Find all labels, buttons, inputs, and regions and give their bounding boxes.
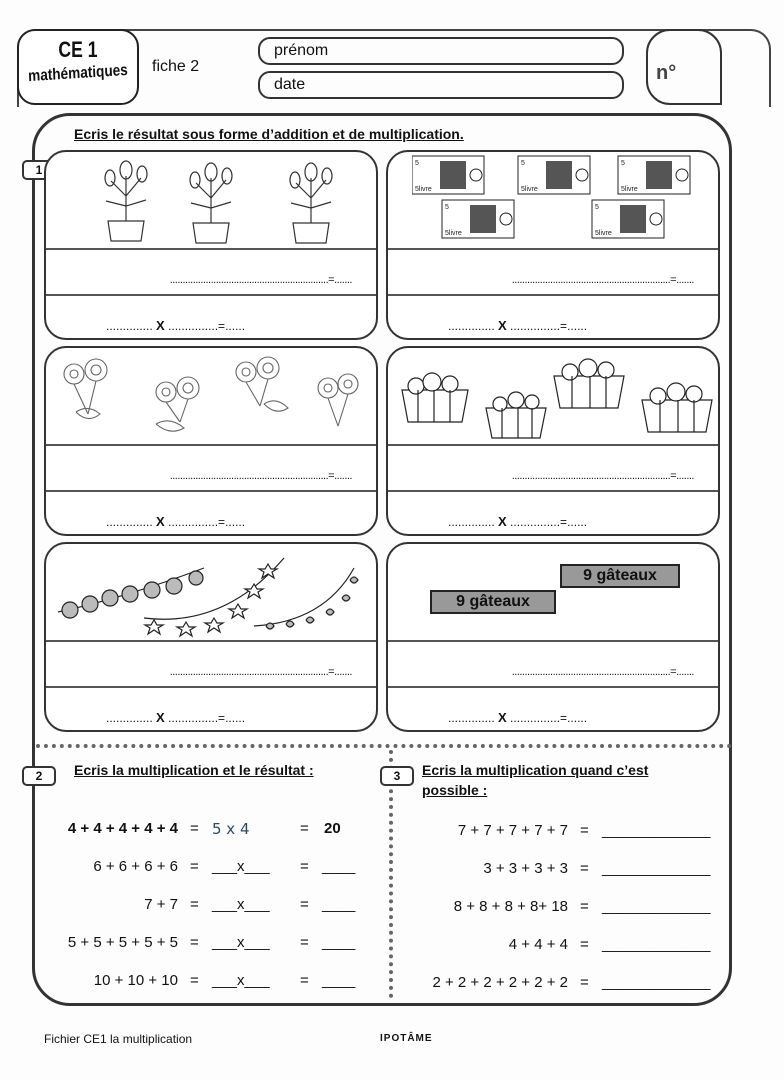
divider (46, 490, 376, 492)
multiplication-answer[interactable]: 5 x 4 (212, 820, 250, 838)
divider (46, 686, 376, 688)
divider (46, 640, 376, 642)
divider (388, 490, 718, 492)
multiplication-answer-line[interactable]: .............. X ...............=...... (448, 710, 588, 725)
section2-number: 2 (22, 766, 56, 786)
result-answer[interactable]: ____ (322, 858, 356, 875)
multiplication-answer-line[interactable]: .............. X ...............=...... (448, 514, 588, 529)
answer-blank[interactable]: _____________ (602, 974, 711, 991)
equals-sign: = (300, 820, 309, 837)
addition-answer-line[interactable]: ..............................................................=....... (511, 470, 694, 482)
result-answer[interactable]: 20 (324, 820, 341, 837)
equals-sign: = (300, 858, 309, 875)
divider (46, 248, 376, 250)
svg-text:5livre: 5livre (621, 186, 638, 193)
divider (46, 444, 376, 446)
svg-text:5: 5 (621, 160, 625, 167)
addition-answer-line[interactable]: ..............................................................=....... (169, 470, 352, 482)
equals-sign: = (190, 858, 199, 875)
level-badge (17, 29, 139, 105)
divider (388, 686, 718, 688)
sum-expression: 10 + 10 + 10 (93, 972, 178, 989)
equals-sign: = (300, 934, 309, 951)
multiplication-answer-line[interactable]: .............. X ...............=...... (106, 710, 246, 725)
equals-sign: = (580, 898, 589, 915)
addition-answer-line[interactable]: ..............................................................=....... (169, 666, 352, 678)
banknotes-illustration (412, 154, 702, 244)
lollipops-illustration (58, 354, 368, 440)
equals-sign: = (190, 972, 199, 989)
equals-sign: = (190, 820, 199, 837)
divider (388, 248, 718, 250)
multiplication-answer[interactable]: ___x___ (212, 934, 270, 951)
equals-sign: = (580, 974, 589, 991)
answer-blank[interactable]: _____________ (602, 936, 711, 953)
svg-text:5livre: 5livre (445, 230, 462, 237)
exercise-cell-banknotes (386, 150, 720, 340)
section3-instruction: Ecris la multiplication quand c’est (422, 762, 649, 778)
level-title: CE 1 (58, 37, 98, 62)
answer-blank[interactable]: _____________ (602, 860, 711, 877)
publisher-logo: IPOTÂME (380, 1033, 433, 1044)
result-answer[interactable]: ____ (322, 896, 356, 913)
addition-answer-line[interactable]: ..............................................................=....... (511, 666, 694, 678)
equals-sign: = (190, 934, 199, 951)
date-label: date (274, 76, 306, 93)
svg-text:5: 5 (595, 204, 599, 211)
section2-instruction: Ecris la multiplication et le résultat : (74, 762, 314, 778)
section3-number: 3 (380, 766, 414, 786)
multiplication-answer-line[interactable]: .............. X ...............=...... (106, 318, 246, 333)
sum-expression: 3 + 3 + 3 + 3 (483, 860, 568, 877)
equals-sign: = (190, 896, 199, 913)
date-field[interactable] (258, 71, 624, 99)
svg-text:5: 5 (445, 204, 449, 211)
section3-instruction-continued: possible : (422, 782, 488, 798)
number-label: n° (656, 62, 677, 84)
sheet-label: fiche 2 (152, 58, 200, 75)
svg-text:5: 5 (415, 160, 419, 167)
sum-expression: 7 + 7 (144, 896, 178, 913)
multiplication-answer-line[interactable]: .............. X ...............=...... (106, 514, 246, 529)
sum-expression: 5 + 5 + 5 + 5 + 5 (67, 934, 178, 951)
exercise-cell-flowers (44, 150, 378, 340)
section1-number: 1 (22, 160, 56, 180)
section-divider (36, 744, 732, 748)
result-answer[interactable]: ____ (322, 972, 356, 989)
equals-sign: = (300, 896, 309, 913)
addition-answer-line[interactable]: ..............................................................=....... (511, 274, 694, 286)
exercise-cell-necklaces (44, 542, 378, 732)
multiplication-answer[interactable]: ___x___ (212, 896, 270, 913)
multiplication-answer[interactable]: ___x___ (212, 858, 270, 875)
answer-blank[interactable]: _____________ (602, 898, 711, 915)
sum-expression: 2 + 2 + 2 + 2 + 2 + 2 (432, 974, 568, 991)
footer-text: Fichier CE1 la multiplication (44, 1032, 193, 1046)
result-answer[interactable]: ____ (322, 934, 356, 951)
multiplication-answer-line[interactable]: .............. X ...............=...... (448, 318, 588, 333)
flower-pots-illustration (86, 156, 346, 246)
equals-sign: = (300, 972, 309, 989)
svg-text:5livre: 5livre (415, 186, 432, 193)
multiplication-answer[interactable]: ___x___ (212, 972, 270, 989)
answer-blank[interactable]: _____________ (602, 822, 711, 839)
section-divider (389, 750, 393, 998)
cake-box-label: 9 gâteaux (560, 564, 680, 588)
divider (388, 640, 718, 642)
sum-expression: 8 + 8 + 8 + 8+ 18 (453, 898, 568, 915)
svg-text:5livre: 5livre (595, 230, 612, 237)
exercise-cell-lollipops (44, 346, 378, 536)
first-name-label: prénom (274, 42, 329, 59)
sum-expression: 4 + 4 + 4 + 4 + 4 (67, 820, 178, 837)
addition-answer-line[interactable]: ..............................................................=....... (169, 274, 352, 286)
section1-instruction: Ecris le résultat sous forme d’addition et de multiplication. (74, 126, 464, 142)
equals-sign: = (580, 936, 589, 953)
fruit-baskets-illustration (394, 350, 718, 440)
equals-sign: = (580, 822, 589, 839)
svg-text:5livre: 5livre (521, 186, 538, 193)
divider (388, 444, 718, 446)
necklaces-illustration (54, 548, 374, 638)
divider (46, 294, 376, 296)
divider (388, 294, 718, 296)
svg-text:5: 5 (521, 160, 525, 167)
sum-expression: 4 + 4 + 4 (508, 936, 568, 953)
first-name-field[interactable] (258, 37, 624, 65)
subject-title: mathématiques (27, 61, 129, 86)
cake-box-label: 9 gâteaux (430, 590, 556, 614)
exercise-cell-baskets (386, 346, 720, 536)
sum-expression: 7 + 7 + 7 + 7 + 7 (457, 822, 568, 839)
sum-expression: 6 + 6 + 6 + 6 (93, 858, 178, 875)
equals-sign: = (580, 860, 589, 877)
